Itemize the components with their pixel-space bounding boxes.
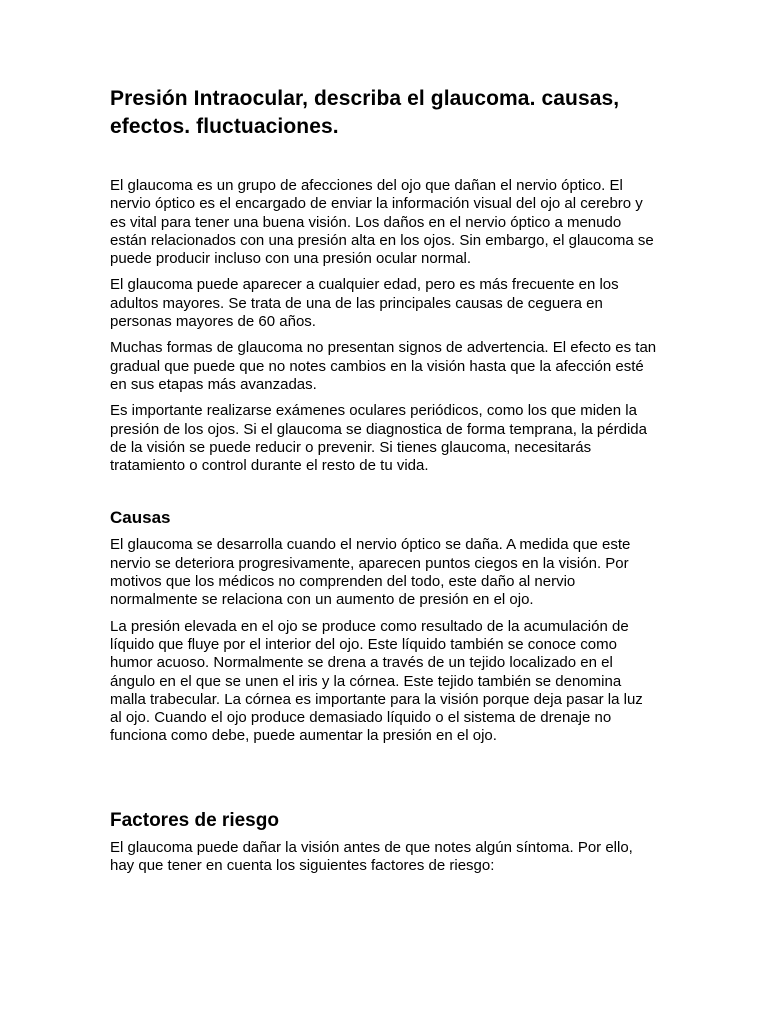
document-title: Presión Intraocular, describa el glaucoma. causas, efectos. fluctuaciones. <box>110 87 620 138</box>
factores-heading: Factores de riesgo <box>110 809 279 831</box>
document-page <box>110 85 658 883</box>
intro-paragraph-1: El glaucoma es un grupo de afecciones del ojo que dañan el nervio óptico. El nervio óptico es el encargado de enviar la información visual del ojo al cerebro y es vital para tener una buena visión. Los daños en el nervio óptico a menudo están relacionados con una presión alta en los ojos. Sin embargo, el glaucoma se puede producir incluso con una presión ocular normal. <box>110 177 654 268</box>
intro-paragraph-3: Muchas formas de glaucoma no presentan signos de advertencia. El efecto es tan gradual que puede que no notes cambios en la visión hasta que la afección esté en sus etapas más avanzadas. <box>110 339 657 393</box>
intro-paragraph-2: El glaucoma puede aparecer a cualquier edad, pero es más frecuente en los adultos mayores. Se trata de una de las principales causas de ceguera en personas mayores de 60 años. <box>110 276 619 331</box>
factores-paragraph-1: El glaucoma puede dañar la visión antes de que notes algún síntoma. Por ello, hay que tener en cuenta los siguientes factores de riesgo: <box>110 838 633 875</box>
causas-heading: Causas <box>110 508 171 528</box>
causas-paragraph-2: La presión elevada en el ojo se produce como resultado de la acumulación de líquido que fluye por el interior del ojo. Este líquido también se conoce como humor acuoso. Normalmente se drena a través de un tejido localizado en el ángulo en el que se unen el iris y la córnea. Este tejido también se denomina malla trabecular. La córnea es importante para la visión porque deja pasar la luz al ojo. Cuando el ojo produce demasiado líquido o el sistema de drenaje no funciona como debe, puede aumentar la presión en el ojo. <box>110 617 643 745</box>
causas-paragraph-1: El glaucoma se desarrolla cuando el nervio óptico se daña. A medida que este nervio se deteriora progresivamente, aparecen puntos ciegos en la visión. Por motivos que los médicos no comprenden del todo, este daño al nervio normalmente se relaciona con un aumento de presión en el ojo. <box>110 536 631 609</box>
intro-paragraph-4: Es importante realizarse exámenes oculares periódicos, como los que miden la presión de los ojos. Si el glaucoma se diagnostica de forma temprana, la pérdida de la visión se puede reducir o prevenir. Si tienes glaucoma, necesitarás tratamiento o control durante el resto de tu vida. <box>110 402 647 475</box>
